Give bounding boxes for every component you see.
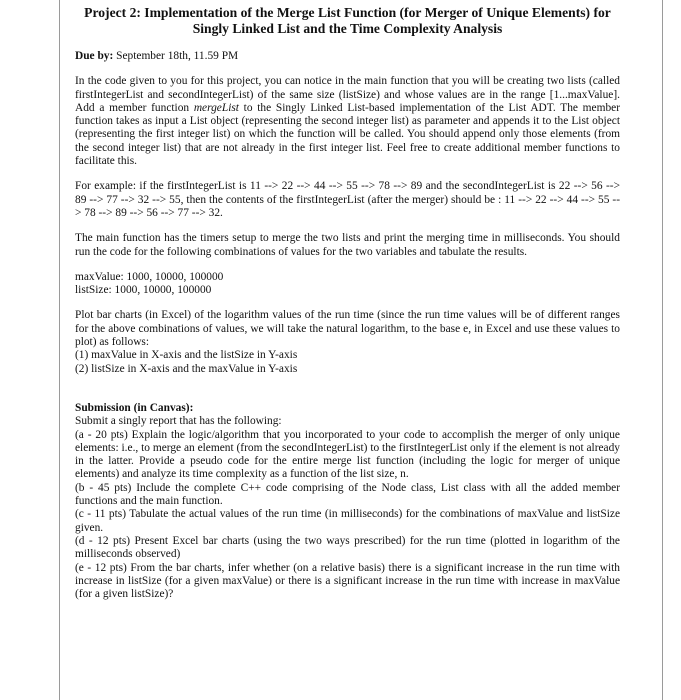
due-date (75, 50, 620, 63)
list-size-line: listSize: 1000, 10000, 100000 (75, 284, 212, 297)
plot-text: Plot bar charts (in Excel) of the logarithm values of the run time (since the run time values will be of different ranges for the above combinations of values, we will take the natural logarithm, to the base e, in Excel and use these values to plot) as follows: (75, 309, 620, 349)
example-paragraph: For example: if the firstIntegerList is 11 --> 22 --> 44 --> 55 --> 78 --> 89 and the secondIntegerList is 22 --> 56 --> 89 --> 77 --> 32 --> 55, then the contents of the firstIntegerList (after the merger) should be : 11 --> 22 --> 44 --> 55 --> 78 --> 89 --> 56 --> 77 --> 32. (75, 180, 620, 219)
max-value-line: maxValue: 1000, 10000, 100000 (75, 270, 224, 283)
due-value: September 18th, 11.59 PM (113, 50, 239, 62)
submission-heading: Submission (in Canvas): (75, 401, 194, 414)
submission-section (75, 402, 620, 601)
intro-paragraph (75, 75, 620, 168)
plot-item-2: (2) listSize in X-axis and the maxValue in Y-axis (75, 362, 298, 375)
submission-item-b: (b - 45 pts) Include the complete C++ code comprising of the Node class, List class with all the added member functions and the main function. (75, 481, 620, 508)
function-name: mergeList (193, 101, 239, 114)
intro-part2: to the Singly Linked List-based implementation of the List ADT. The member function takes as input a List object (representing the second integer list) as parameter and appends it to the List object (representing the first integer list) on which the function will be called. You should append only those elements (from the second integer list) that are not already in the first integer list. Feel free to create additional member functions to facilitate this. (75, 101, 620, 168)
timer-paragraph: The main function has the timers setup to merge the two lists and print the merging time in milliseconds. You should run the code for the following combinations of values for the two variables and tabulate the results. (75, 232, 620, 258)
submission-intro: Submit a singly report that has the following: (75, 415, 282, 428)
plot-item-1: (1) maxValue in X-axis and the listSize in Y-axis (75, 349, 298, 362)
values-block (75, 271, 620, 298)
intro-part1: In the code given to you for this project, you can notice in the main function that you will be creating two lists (called firstIntegerList and secondIntegerList) of the same size (listSize) and whose values are in the range [1...maxValue]. Add a member function (75, 75, 620, 114)
submission-item-a: (a - 20 pts) Explain the logic/algorithm that you incorporated to your code to accomplish the merger of only unique elements: i.e., to merge an element (from the secondIntegerList) to the firstIntegerList only if the element is not already in the latter. Provide a pseudo code for the entire merge list function (including the logic for merger of unique elements) and analyze its time complexity as a function of the list size, n. (75, 428, 620, 481)
due-label: Due by: (75, 50, 114, 62)
submission-item-d: (d - 12 pts) Present Excel bar charts (using the two ways prescribed) for the run time (plotted in logarithm of the milliseconds observed) (75, 534, 620, 561)
submission-item-c: (c - 11 pts) Tabulate the actual values of the run time (in milliseconds) for the combinations of maxValue and listSize given. (75, 508, 620, 534)
plot-paragraph (75, 309, 620, 375)
document-content (75, 5, 620, 601)
submission-item-e: (e - 12 pts) From the bar charts, infer whether (on a relative basis) there is a significant increase in the run time with increase in listSize (for a given maxValue) or there is a significant increase in the run time with increase in maxValue (for a given listSize)? (75, 561, 620, 601)
page-title: Project 2: Implementation of the Merge List Function (for Merger of Unique Elements) for Singly Linked List and the Time Complexity Analysis (84, 5, 611, 36)
